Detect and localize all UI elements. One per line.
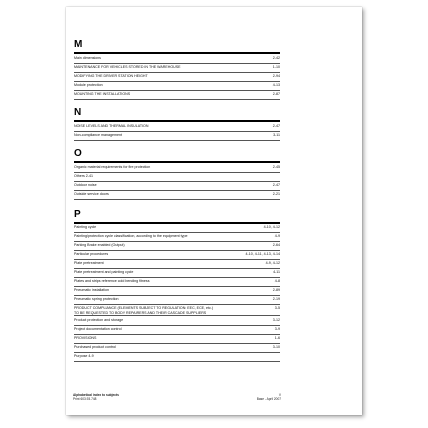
section-letter: P <box>74 209 81 220</box>
entry-page: 4-9 <box>274 234 280 238</box>
entry-title: Plate pretreatment and painting cycle <box>74 270 134 274</box>
entry-page: 2-42 <box>272 56 280 60</box>
index-entry <box>74 164 280 173</box>
index-entry <box>74 278 280 287</box>
entry-page: 4-10, 4-11, 4-13, 4-14 <box>245 252 280 256</box>
entry-title: Purchased product control <box>74 345 116 349</box>
index-entry <box>74 123 280 132</box>
section-letter: M <box>74 39 83 50</box>
entry-title: MODIFYING THE DRIVER STATION HEIGHT <box>74 74 148 78</box>
index-entry <box>74 251 280 260</box>
footer-right <box>257 393 281 401</box>
entry-title: Organic material requirements for fire protection <box>74 165 151 169</box>
index-entry <box>74 287 280 296</box>
entry-page: 4-8 <box>274 279 280 283</box>
index-entry <box>74 296 280 305</box>
index-entry <box>74 173 280 182</box>
index-entry <box>74 82 280 91</box>
entry-page: 3-5 <box>274 306 280 310</box>
entry-page: 1-6 <box>274 336 280 340</box>
entry-page: 3-11 <box>273 133 280 137</box>
entry-title: Painting/protection cycle classification, according to the equipment type <box>74 234 188 238</box>
entry-page: 4-11 <box>273 270 280 274</box>
section-rule <box>74 52 280 54</box>
entry-page: 2-89 <box>272 288 280 292</box>
entry-page: 2-21 <box>272 192 280 196</box>
footer-page-number: V <box>278 393 281 397</box>
entry-title: Pneumatic installation <box>74 288 109 292</box>
entry-page: 2-64 <box>272 243 280 247</box>
entry-title-line1: PRODUCT COMPLIANCE (ELEMENTS SUBJECT TO REGULATION: EEC, ECE, etc.) <box>74 306 214 310</box>
entry-title: Parking Brake enabled (Output) <box>74 243 125 247</box>
entry-page: 2-47 <box>272 183 280 187</box>
section-rule <box>74 120 280 122</box>
index-entry <box>74 233 280 242</box>
index-entry <box>74 64 280 73</box>
index-entry <box>74 305 280 316</box>
entry-page: 4-13 <box>272 83 280 87</box>
index-entry <box>74 317 280 326</box>
entry-page: 4-9, 4-12 <box>265 261 280 265</box>
entry-page: 2-45 <box>272 165 280 169</box>
entry-title: PROVISIONS <box>74 336 97 340</box>
entry-title: Plates and strips reference cold bending fitness <box>74 279 150 283</box>
index-entry <box>74 344 280 353</box>
entry-page: 2-19 <box>272 297 280 301</box>
entry-title: Product protection and storage <box>74 318 124 322</box>
footer-left-line2: Print 603.93.748 <box>73 397 97 401</box>
entry-title: Module protection <box>74 83 103 87</box>
entry-page: 2-47 <box>272 124 280 128</box>
entry-title-line2: TO BE REQUESTED TO BODY REPAIRERS AND THEIR CASCADE SUPPLIERS <box>74 310 207 315</box>
entry-page: 1-10 <box>272 65 280 69</box>
entry-title: Project documentation control <box>74 327 122 331</box>
entry-title: MAINTENANCE FOR VEHICLES STORED IN THE WAREHOUSE <box>74 65 181 69</box>
footer-edition: Base - April 2007 <box>256 397 281 401</box>
entry-page: 3-12 <box>272 318 280 322</box>
index-entry <box>74 242 280 251</box>
section-rule <box>74 161 280 163</box>
entry-title: Outside service doors <box>74 192 109 196</box>
entry-page: 3-10 <box>272 345 280 349</box>
entry-title: Particular procedures <box>74 252 109 256</box>
entry-title: Plate pretreatment <box>74 261 104 265</box>
entry-title: Main dimensions <box>74 56 101 60</box>
page-footer <box>73 393 281 401</box>
section-letter: O <box>74 148 82 159</box>
entry-title: Non-compliance management <box>74 133 122 137</box>
entry-page: 3-9 <box>274 327 280 331</box>
entry-title: Others 2-41 <box>74 174 93 178</box>
entry-page: 2-94 <box>272 74 280 78</box>
footer-left-line1: Alphabetical index to subjects <box>73 393 119 397</box>
index-entry <box>74 55 280 64</box>
index-entry <box>74 191 280 200</box>
entry-page: 4-10, 4-12 <box>263 225 280 229</box>
index-entry <box>74 335 280 344</box>
entry-title: Purpose 4-9 <box>74 354 94 358</box>
index-entry <box>74 132 280 141</box>
entry-title <box>74 306 213 315</box>
index-entry <box>74 353 280 362</box>
section-letter: N <box>74 107 82 118</box>
index-entry <box>74 260 280 269</box>
entry-title: Pneumatic spring protection <box>74 297 119 301</box>
index-entry <box>74 73 280 82</box>
entry-title: NOISE LEVELS AND THERMAL INSULATION <box>74 124 149 128</box>
entry-title: Painting cycle <box>74 225 97 229</box>
entry-page: 2-87 <box>272 92 280 96</box>
entry-title: Outdoor noise <box>74 183 97 187</box>
index-entry <box>74 91 280 100</box>
entry-title: MOUNTING THE INSTALLATIONS <box>74 92 131 96</box>
index-entry <box>74 326 280 335</box>
index-entry <box>74 269 280 278</box>
index-entry <box>74 182 280 191</box>
index-entry <box>74 224 280 233</box>
